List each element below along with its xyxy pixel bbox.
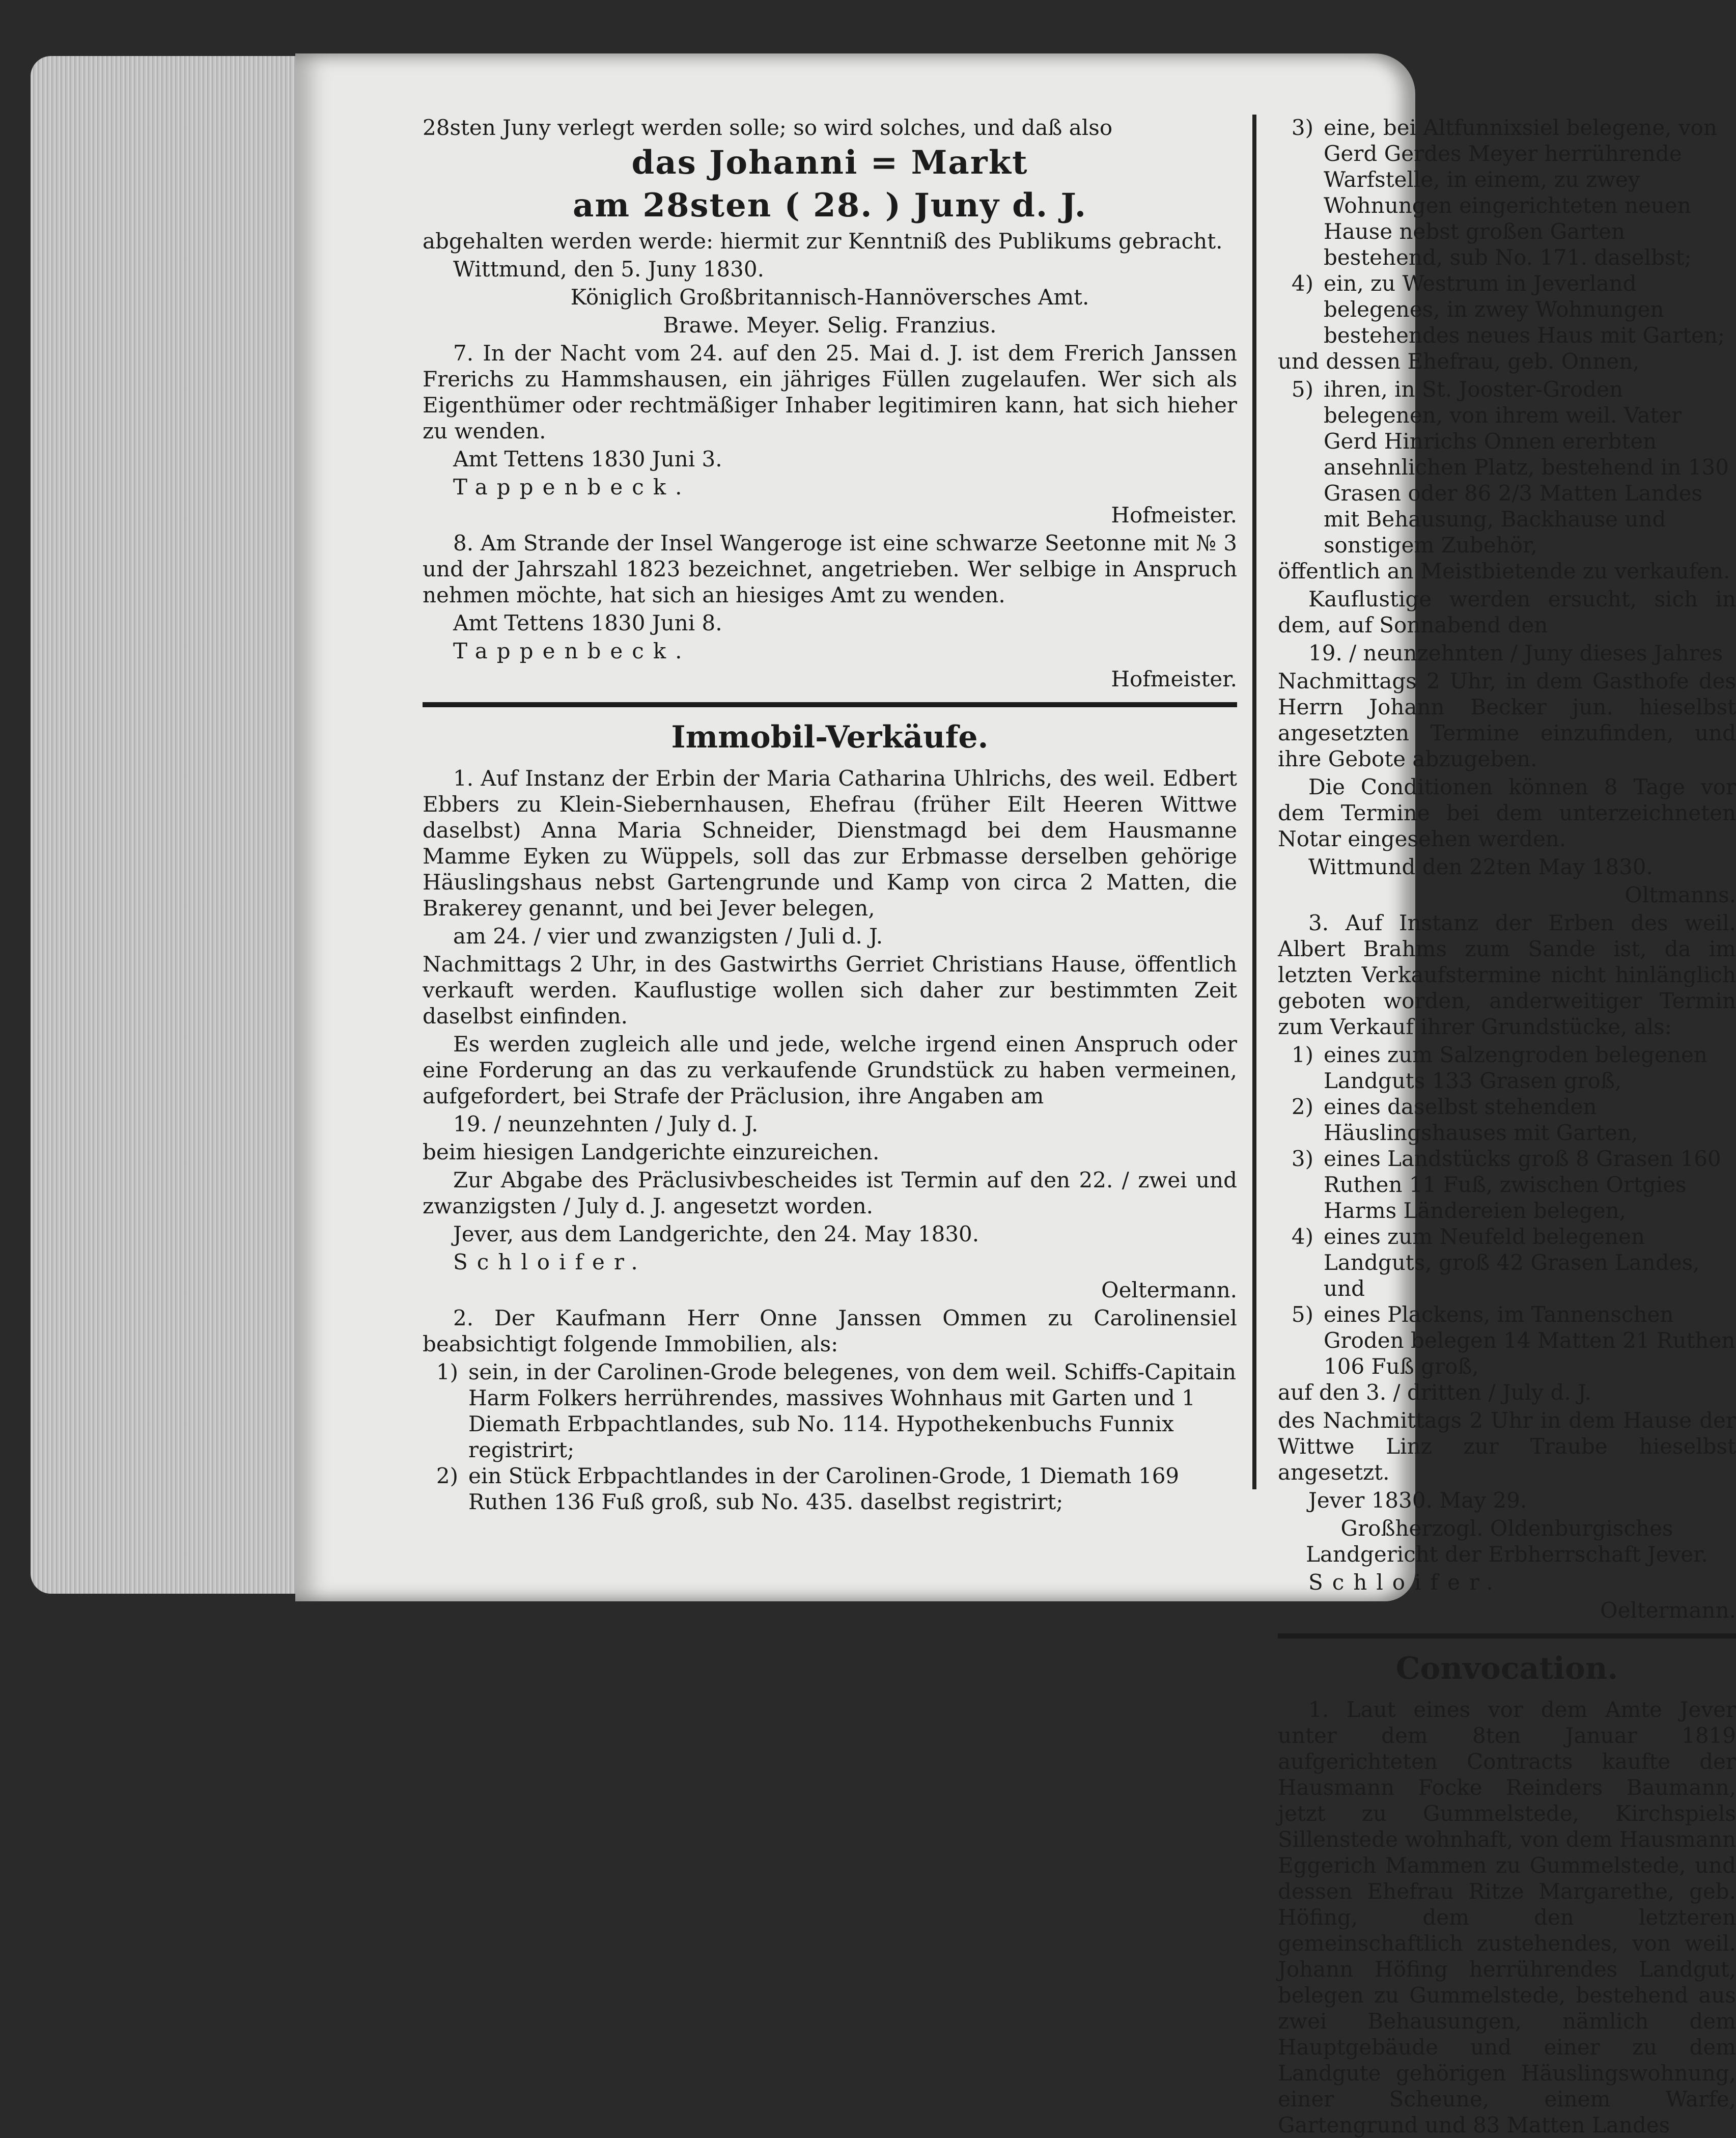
- item-number: 1): [1291, 1042, 1313, 1067]
- column-divider: [1252, 115, 1256, 1489]
- sale-1-place: Jever, aus dem Landgerichte, den 24. May 1830.: [453, 1221, 979, 1246]
- notice-office: Königlich Großbritannisch-Hannöversches Amt.: [570, 285, 1089, 310]
- item-text: eines Landstücks groß 8 Grasen 160 Ruthen 11 Fuß, zwischen Ortgies Harms Ländereien belegen,: [1324, 1146, 1721, 1223]
- market-date: am 28sten ( 28. ) Juny d. J.: [572, 186, 1087, 225]
- right-column: [1278, 115, 1736, 2137]
- notice-7-date: Amt Tettens 1830 Juni 3.: [453, 447, 722, 471]
- notice-7-signature-2: Hofmeister.: [1111, 503, 1237, 527]
- item-text: eine, bei Altfunnixsiel belegene, von Gerd Gerdes Meyer herrührende Warfstelle, in einem, zu zwey Wohnungen eingerichteten neuen Hause nebst großen Garten bestehend, sub No. 171. daselbst;: [1324, 115, 1717, 270]
- item-number: 5): [1291, 1302, 1313, 1327]
- sale-2-item: [423, 1359, 1237, 1463]
- paragraph-market-notice: abgehalten werden werde: hiermit zur Kenntniß des Publikums gebracht.: [423, 229, 1223, 254]
- item-text: eines daselbst stehenden Häuslingshauses mit Garten,: [1324, 1094, 1638, 1145]
- sale-3-item: [1278, 1094, 1736, 1146]
- sale-1-date: am 24. / vier und zwanzigsten / Juli d. J.: [453, 924, 883, 949]
- item-text: ein, zu Westrum in Jeverland belegenes, in zwey Wohnungen bestehendes neues Haus mit Garten;: [1324, 271, 1725, 348]
- section-heading-immobil: Immobil-Verkäufe.: [423, 702, 1237, 760]
- convocation-1: 1. Laut eines vor dem Amte Jever unter dem 8ten Januar 1819 aufgerichteten Contracts kaufte der Hausmann Focke Reinders Baumann, jetzt zu Gummelstede, Kirchspiels Sillenstede wohnhaft, von dem Hausmann Eggerich Mammen zu Gummelstede, und dessen Ehefrau Ritze Margarethe, geb. Höfing, dem den letzteren gemeinschaftlich zustehendes, von weil. Johann Höfing herrührendes Landgut, belegen zu Gummelstede, bestehend aus zwei Behausungen, nämlich dem Hauptgebäude und einer zu dem Landgute gehörigen Häuslingswohnung, einer Scheune, einem Warfe, Gartengrund und 83 Matten Landes: [1278, 1697, 1736, 2137]
- item-text: ihren, in St. Jooster-Groden belegenen, von ihrem weil. Vater Gerd Hinrichs Onnen ererbten ansehnlichen Platz, bestehend in 130 Grasen oder 86 2/3 Matten Landes mit Behausung, Backhause und sonstigem Zubehör,: [1324, 377, 1729, 558]
- notice-8-date: Amt Tettens 1830 Juni 8.: [453, 610, 722, 635]
- item-text: sein, in der Carolinen-Grode belegenes, von dem weil. Schiffs-Capitain Harm Folkers herrührendes, massives Wohnhaus mit Garten und 1 Diemath Erbpachtlandes, sub No. 114. Hypothekenbuchs Funnix registrirt;: [468, 1359, 1237, 1462]
- item-number: 2): [1291, 1094, 1313, 1119]
- notice-8-signature-1: Tappenbeck.: [453, 638, 691, 663]
- item-text: ein Stück Erbpachtlandes in der Carolinen-Grode, 1 Diemath 169 Ruthen 136 Fuß groß, sub No. 435. daselbst registrirt;: [468, 1463, 1180, 1514]
- notice-date: Wittmund, den 5. Juny 1830.: [453, 257, 764, 282]
- sale-2-item: [1278, 376, 1736, 558]
- section-heading-convocation: Convocation.: [1278, 1633, 1736, 1691]
- item-number: 4): [1291, 271, 1313, 296]
- sale-2-item: [1278, 115, 1736, 270]
- sale-1-submit: beim hiesigen Landgerichte einzureichen.: [423, 1140, 880, 1164]
- sale-1-signature-2: Oeltermann.: [1101, 1278, 1237, 1302]
- item-number: 1): [436, 1359, 458, 1384]
- sale-1: 1. Auf Instanz der Erbin der Maria Catharina Uhlrichs, des weil. Edbert Ebbers zu Klein-Siebernhausen, Ehefrau (früher Eilt Heeren Wittwe daselbst) Anna Maria Schneider, Dienstmagd bei dem Hausmanne Mamme Eyken zu Wüppels, soll das zur Erbmasse derselben gehörige Häuslingshaus nebst Gartengrunde und Kamp von circa 2 Matten, die Brakerey genannt, und bei Jever belegen,: [423, 766, 1237, 921]
- sale-1-claims-date: 19. / neunzehnten / July d. J.: [453, 1112, 759, 1136]
- item-text: eines zum Neufeld belegenen Landguts, groß 42 Grasen Landes, und: [1324, 1224, 1700, 1301]
- sale-3-place: Jever 1830. May 29.: [1308, 1488, 1527, 1513]
- item-number: 5): [1291, 377, 1313, 402]
- sale-2: 2. Der Kaufmann Herr Onne Janssen Ommen zu Carolinensiel beabsichtigt folgende Immobilien, als:: [423, 1306, 1237, 1356]
- sale-3-signature-1: Schloifer.: [1308, 1570, 1502, 1595]
- sale-1-details: Nachmittags 2 Uhr, in des Gastwirths Gerriet Christians Hause, öffentlich verkauft werden. Kauflustige wollen sich daher zur bestimmten Zeit daselbst einfinden.: [423, 952, 1237, 1029]
- sale-2-conditions: Die Conditionen können 8 Tage vor dem Termine bei dem unterzeichneten Notar eingesehen werden.: [1278, 774, 1736, 851]
- notice-8: 8. Am Strande der Insel Wangeroge ist eine schwarze Seetonne mit № 3 und der Jahrszahl 1823 bezeichnet, angetrieben. Wer selbige in Anspruch nehmen möchte, hat sich an hiesiges Amt zu wenden.: [423, 531, 1237, 607]
- sale-1-term: Zur Abgabe des Präclusivbescheides ist Termin auf den 22. / zwei und zwanzigsten / July d. J. angesetzt worden.: [423, 1168, 1237, 1218]
- sale-3-item: [1278, 1042, 1736, 1094]
- notice-7: 7. In der Nacht vom 24. auf den 25. Mai d. J. ist dem Frerich Janssen Frerichs zu Hammshausen, ein jähriges Füllen zugelaufen. Wer sich als Eigenthümer oder rechtmäßiger Inhaber legitimiren kann, hat sich hieher zu wenden.: [423, 341, 1237, 443]
- sale-3-court: Großherzogl. Oldenburgisches Landgericht der Erbherrschaft Jever.: [1306, 1516, 1708, 1567]
- sale-1-claims: Es werden zugleich alle und jede, welche irgend einen Anspruch oder eine Forderung an das zu verkaufende Grundstück zu haben vermeinen, aufgefordert, bei Strafe der Präclusion, ihre Angaben am: [423, 1032, 1237, 1108]
- item-text: eines zum Salzengroden belegenen Landguts 133 Grasen groß,: [1324, 1042, 1707, 1093]
- notice-8-signature-2: Hofmeister.: [1111, 667, 1237, 691]
- sale-2-buyers: Kauflustige werden ersucht, sich in dem, auf Sonnabend den: [1278, 587, 1736, 637]
- item-number: 3): [1291, 1146, 1313, 1171]
- item-number: 2): [436, 1463, 458, 1488]
- item-number: 3): [1291, 115, 1313, 140]
- sale-2-wife: und dessen Ehefrau, geb. Onnen,: [1278, 349, 1640, 374]
- sale-2-date: 19. / neunzehnten / Juny dieses Jahres: [1308, 641, 1723, 665]
- sale-3-item: [1278, 1224, 1736, 1301]
- notice-7-signature-1: Tappenbeck.: [453, 475, 691, 499]
- sale-2-item: [1278, 270, 1736, 348]
- sale-3-item: [1278, 1301, 1736, 1379]
- item-text: eines Plackens, im Tannenschen Groden belegen 14 Matten 21 Ruthen 106 Fuß groß,: [1324, 1302, 1735, 1379]
- paragraph-market-intro: 28sten Juny verlegt werden solle; so wird solches, und daß also: [423, 115, 1113, 140]
- newspaper-page: [295, 53, 1736, 2137]
- sale-2-public: öffentlich an Meistbietende zu verkaufen.: [1278, 559, 1730, 584]
- sale-3-details: des Nachmittags 2 Uhr in dem Hause der Wittwe Linz zur Traube hieselbst angesetzt.: [1278, 1408, 1736, 1485]
- notice-signatures: Brawe. Meyer. Selig. Franzius.: [663, 313, 997, 338]
- book-page-edges: [31, 56, 295, 1594]
- sale-3-date: auf den 3. / dritten / July d. J.: [1278, 1380, 1591, 1405]
- sale-1-signature-1: Schloifer.: [453, 1250, 647, 1274]
- sale-2-place: Wittmund den 22ten May 1830.: [1308, 854, 1653, 879]
- sale-2-signature: Oltmanns.: [1625, 882, 1736, 907]
- left-column: [423, 115, 1237, 1571]
- item-number: 4): [1291, 1224, 1313, 1249]
- sale-3-signature-2: Oeltermann.: [1600, 1598, 1736, 1623]
- market-title: das Johanni = Markt: [631, 144, 1028, 182]
- sale-2-details: Nachmittags 2 Uhr, in dem Gasthofe des Herrn Johann Becker jun. hieselbst angesetzten Termine einzufinden, und ihre Gebote abzugeben.: [1278, 669, 1736, 771]
- sale-3-item: [1278, 1146, 1736, 1224]
- sale-3: 3. Auf Instanz der Erben des weil. Albert Brahms zum Sande ist, da im letzten Verkaufstermine nicht hinlänglich geboten worden, anderweitiger Termin zum Verkauf ihrer Grundstücke, als:: [1278, 910, 1736, 1039]
- sale-2-item: [423, 1463, 1237, 1515]
